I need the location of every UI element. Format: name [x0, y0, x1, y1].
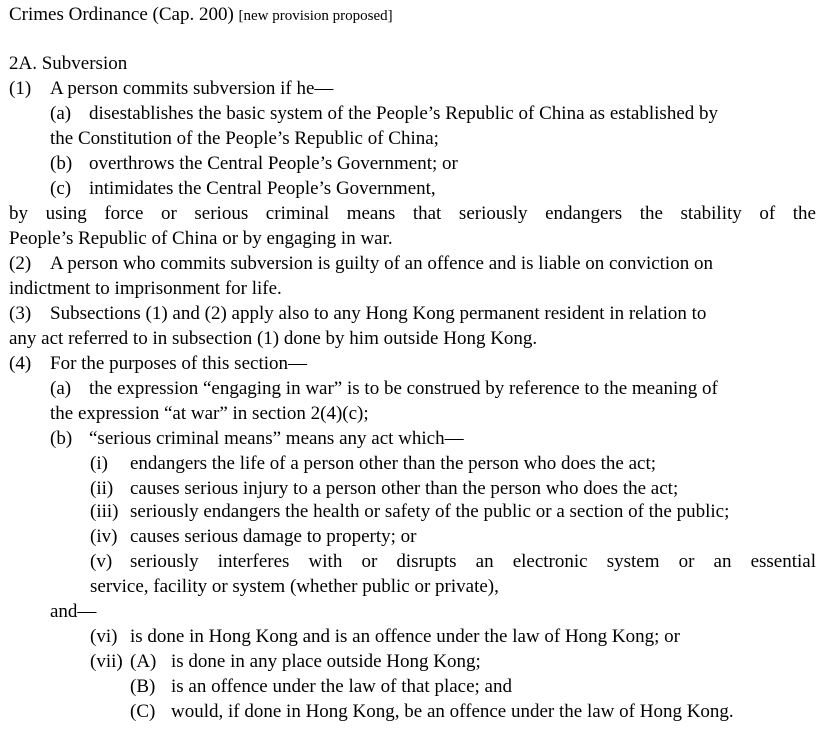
paragraph-4b-label: (b): [50, 428, 73, 449]
paragraph-4a-line1: the expression “engaging in war” is to be construed by reference to the meaning of: [89, 378, 718, 399]
clause-C-text: would, if done in Hong Kong, be an offence under the law of Hong Kong.: [171, 701, 734, 722]
conjunction-and: and—: [50, 601, 97, 622]
subparagraph-v-line1: seriously interferes with or disrupts an electronic system or an essential: [130, 551, 816, 572]
subparagraph-iii: [90, 500, 729, 524]
clause-B-label: (B): [130, 676, 156, 697]
subparagraph-iii-label: (iii): [90, 501, 119, 522]
subsection-4-number: (4): [9, 353, 32, 374]
subparagraph-ii-text: causes serious injury to a person other than the person who does the act;: [130, 478, 679, 499]
subsection-1-text: A person commits subversion if he—: [50, 78, 334, 99]
paragraph-1a: [50, 102, 718, 126]
doc-note: [new provision proposed]: [238, 8, 393, 24]
paragraph-4a: [50, 377, 718, 401]
paragraph-4b: [50, 427, 464, 451]
paragraph-1a-line2: the Constitution of the People’s Republic of China;: [50, 128, 439, 149]
clause-C: [130, 700, 734, 724]
subsection-2-number: (2): [9, 253, 32, 274]
subsection-2-line1: A person who commits subversion is guilty of an offence and is liable on conviction on: [50, 253, 713, 274]
subparagraph-vii: [90, 650, 481, 674]
subparagraph-iv-label: (iv): [90, 526, 118, 547]
subsection-3-line1: Subsections (1) and (2) apply also to any Hong Kong permanent resident in relation to: [50, 303, 707, 324]
doc-header: [9, 3, 393, 28]
subsection-4: [9, 352, 307, 376]
section-heading: 2A. Subversion: [9, 53, 128, 74]
clause-A-text: is done in any place outside Hong Kong;: [171, 651, 481, 672]
clause-C-label: (C): [130, 701, 156, 722]
subparagraph-i: [90, 452, 656, 476]
subparagraph-vii-label: (vii): [90, 651, 123, 672]
subparagraph-v: [90, 550, 816, 574]
subparagraph-iv-text: causes serious damage to property; or: [130, 526, 417, 547]
subparagraph-ii-label: (ii): [90, 478, 114, 499]
subsection-3: [9, 302, 706, 326]
subsection-2: [9, 252, 713, 276]
paragraph-1c-label: (c): [50, 178, 72, 199]
paragraph-1a-line1: disestablishes the basic system of the People’s Republic of China as established by: [89, 103, 719, 124]
subparagraph-vi: [90, 625, 680, 649]
subsection-4-text: For the purposes of this section—: [50, 353, 308, 374]
subparagraph-iii-text: seriously endangers the health or safety of the public or a section of the public;: [130, 501, 730, 522]
paragraph-4b-text: “serious criminal means” means any act which—: [89, 428, 464, 449]
doc-title: Crimes Ordinance (Cap. 200): [9, 4, 234, 25]
clause-B: [130, 675, 512, 699]
clause-A-label: (A): [130, 651, 157, 672]
paragraph-1b-text: overthrows the Central People’s Government; or: [89, 153, 458, 174]
subsection-3-line2: any act referred to in subsection (1) done by him outside Hong Kong.: [9, 328, 538, 349]
subparagraph-i-label: (i): [90, 453, 108, 474]
subparagraph-ii: [90, 477, 678, 501]
subparagraph-i-text: endangers the life of a person other than the person who does the act;: [130, 453, 657, 474]
subsection-3-number: (3): [9, 303, 32, 324]
subsection-1-number: (1): [9, 78, 32, 99]
paragraph-4a-label: (a): [50, 378, 72, 399]
paragraph-1a-label: (a): [50, 103, 72, 124]
paragraph-1c-text: intimidates the Central People’s Government,: [89, 178, 436, 199]
clause-B-text: is an offence under the law of that place; and: [171, 676, 512, 697]
subparagraph-v-line2: service, facility or system (whether public or private),: [90, 576, 499, 597]
paragraph-1c: [50, 177, 436, 201]
paragraph-1b: [50, 152, 458, 176]
subsection-1: [9, 77, 333, 101]
subsection-1-tail-line2: People’s Republic of China or by engaging in war.: [9, 228, 393, 249]
subparagraph-v-label: (v): [90, 551, 113, 572]
subparagraph-vi-label: (vi): [90, 626, 118, 647]
subsection-2-line2: indictment to imprisonment for life.: [9, 278, 282, 299]
paragraph-4a-line2: the expression “at war” in section 2(4)(c);: [50, 403, 369, 424]
subparagraph-iv: [90, 525, 417, 549]
paragraph-1b-label: (b): [50, 153, 73, 174]
subparagraph-vi-text: is done in Hong Kong and is an offence under the law of Hong Kong; or: [130, 626, 681, 647]
subsection-1-tail-line1: by using force or serious criminal means that seriously endangers the stability of the: [9, 203, 816, 224]
